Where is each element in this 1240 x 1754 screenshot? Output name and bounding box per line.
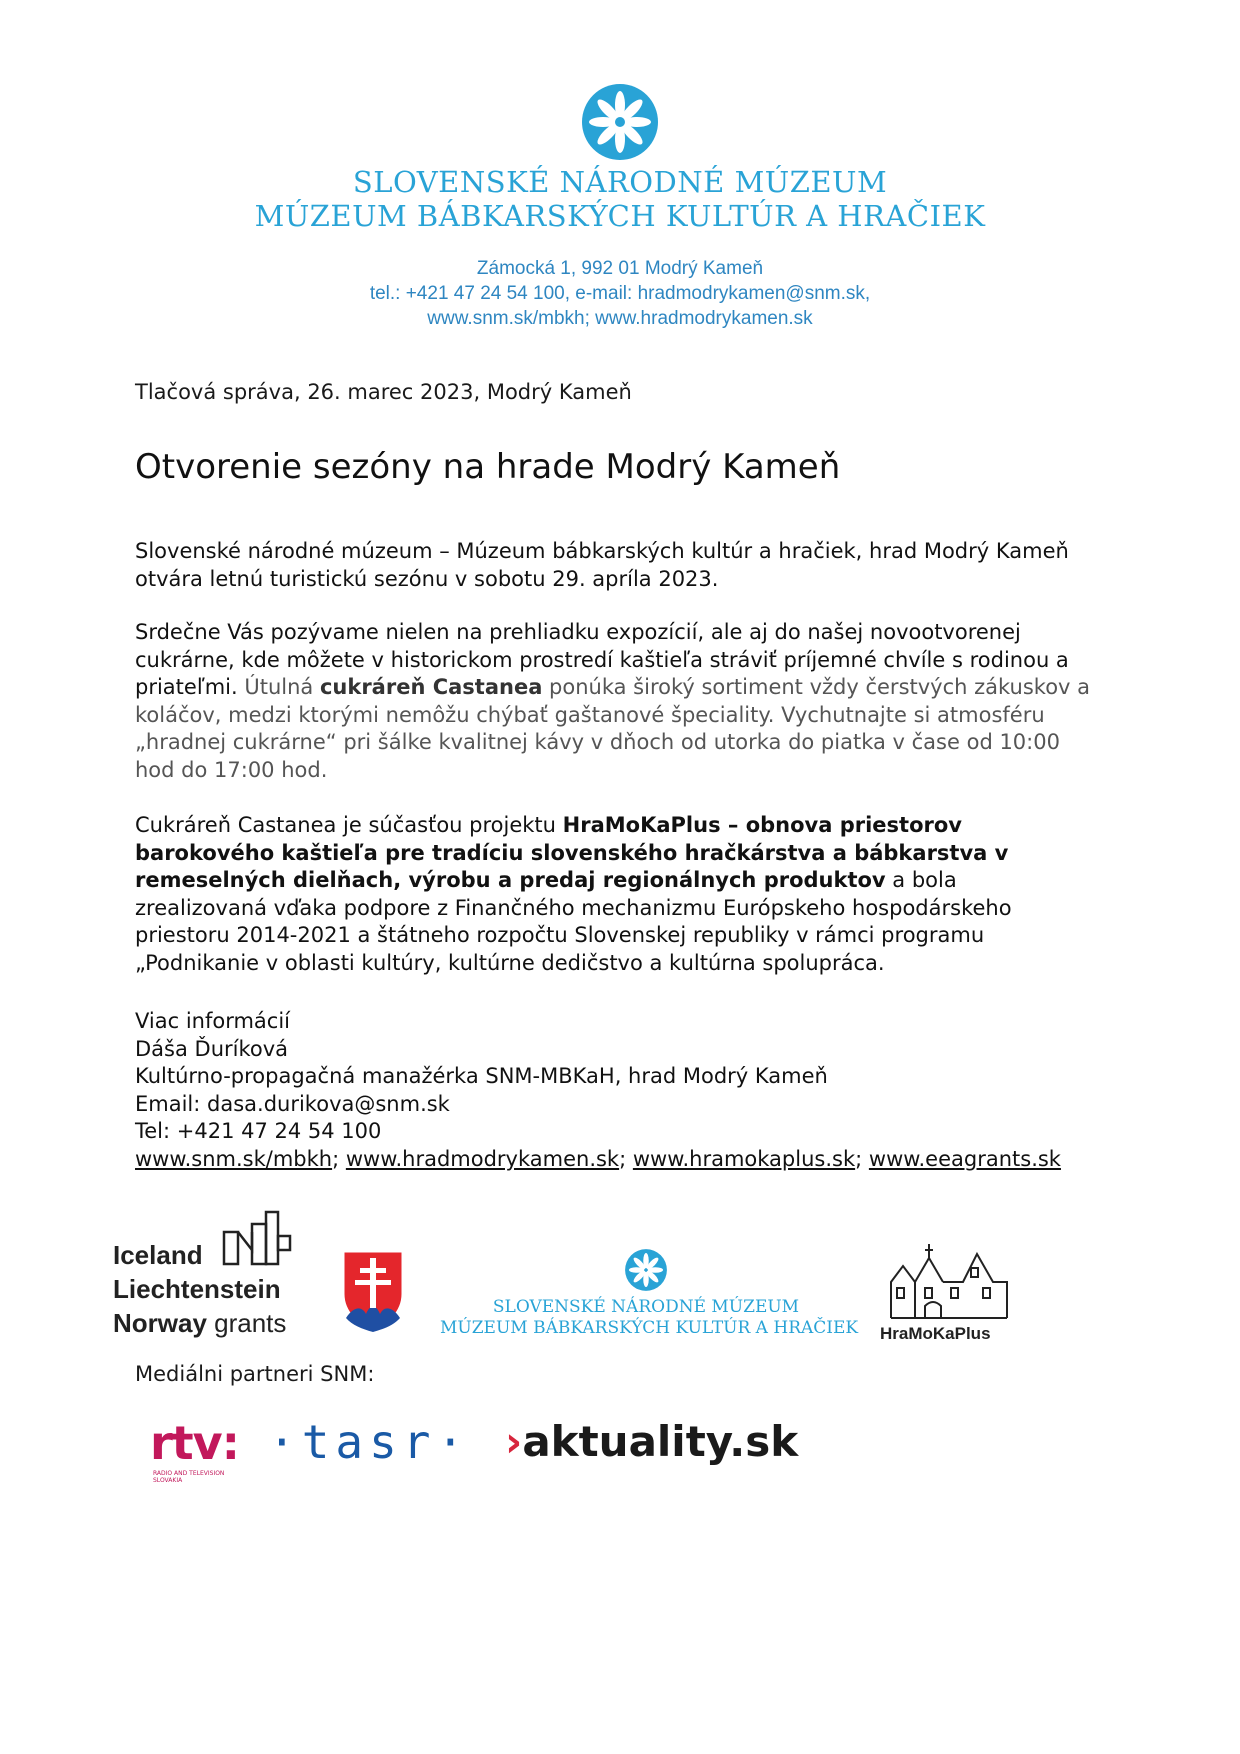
snm-logo-line2: MÚZEUM BÁBKARSKÝCH KULTÚR A HRAČIEK bbox=[440, 1318, 859, 1338]
aktuality-logo: ›aktuality.sk bbox=[505, 1417, 799, 1466]
eea-grants-building-icon bbox=[222, 1210, 294, 1266]
contact-links: www.snm.sk/mbkh; www.hradmodrykamen.sk; www.hramokaplus.sk; www.eeagrants.sk bbox=[135, 1146, 1061, 1171]
paragraph-invitation-text-c: ponúka široký sortiment vždy čerstvých zákuskov a koláčov, medzi ktorými nemôžu chýbať gaštanové špeciality. Vychutnajte si atmosféru „hradnej cukrárne“ pri šálke kvalitnej kávy v dňoch od utorka do piatka v čase od 10:00 hod do 17:00 hod. bbox=[135, 675, 1091, 782]
castanea-bold: cukráreň Castanea bbox=[319, 675, 543, 699]
project-name-bold: HraMoKaPlus – obnova priestorov barokového kaštieľa pre tradíciu slovenského hračkárstva a bábkarstva v remeselných dielňach, výrobu a predaj regionálnych produktov bbox=[135, 813, 1009, 892]
link-hramokaplus[interactable]: www.hramokaplus.sk bbox=[632, 1146, 856, 1171]
org-phone-email: tel.: +421 47 24 54 100, e-mail: hradmodrykamen@snm.sk, bbox=[369, 283, 871, 304]
contact-role: Kultúrno-propagačná manažérka SNM-MBKaH, hrad Modrý Kameň bbox=[135, 1064, 828, 1088]
contact-heading: Viac informácií bbox=[135, 1009, 291, 1033]
hramokaplus-logo-text: HraMoKaPlus bbox=[880, 1324, 991, 1343]
rtv-logo: rtv: bbox=[150, 1416, 240, 1470]
eea-line-norway: Norway grants bbox=[113, 1308, 287, 1338]
contact-email: Email: dasa.durikova@snm.sk bbox=[135, 1091, 450, 1116]
link-eeagrants[interactable]: www.eeagrants.sk bbox=[868, 1146, 1061, 1171]
paragraph-project-text-a: Cukráreň Castanea je súčasťou projektu bbox=[135, 813, 563, 837]
paragraph-intro bbox=[135, 538, 1095, 593]
press-title: Otvorenie sezóny na hrade Modrý Kameň bbox=[135, 447, 841, 487]
contact-name: Dáša Ďuríková bbox=[135, 1036, 289, 1061]
rtv-logo-subtitle: RADIO AND TELEVISION SLOVAKIA bbox=[153, 1470, 225, 1484]
media-partners-label: Mediálni partneri SNM: bbox=[135, 1362, 375, 1386]
paragraph-project bbox=[135, 812, 1095, 977]
org-websites: www.snm.sk/mbkh; www.hradmodrykamen.sk bbox=[427, 308, 813, 329]
org-name-line2: MÚZEUM BÁBKARSKÝCH KULTÚR A HRAČIEK bbox=[254, 199, 986, 233]
paragraph-invitation-text-a: Srdečne Vás pozývame nielen na prehliadku expozícií, ale aj do našej novootvorenej cukrárne, kde môžete v historickom prostredí kaštieľa stráviť príjemné chvíle s rodinou a priateľmi. bbox=[135, 620, 1069, 699]
snm-logo-line1: SLOVENSKÉ NÁRODNÉ MÚZEUM bbox=[492, 1297, 800, 1317]
eea-line-liechtenstein: Liechtenstein bbox=[113, 1274, 281, 1304]
paragraph-invitation-text-b: Útulná bbox=[237, 675, 320, 699]
eea-line-iceland: Iceland bbox=[113, 1240, 203, 1270]
tasr-logo: ·tasr· bbox=[268, 1415, 471, 1469]
aktuality-chevron-icon: › bbox=[505, 1417, 523, 1466]
paragraph-invitation bbox=[135, 619, 1095, 784]
castle-sketch-icon bbox=[885, 1236, 1015, 1320]
link-hradmodrykamen[interactable]: www.hradmodrykamen.sk bbox=[345, 1146, 620, 1171]
snm-flower-emblem-small-icon bbox=[624, 1248, 668, 1292]
link-snm-mbkh[interactable]: www.snm.sk/mbkh bbox=[135, 1146, 333, 1171]
paragraph-project-text-c: a bola zrealizovaná vďaka podpore z Finančného mechanizmu Európskeho hospodárskeho priestoru 2014-2021 a štátneho rozpočtu Slovenskej republiky v rámci programu „Podnikanie v oblasti kultúry, kultúrne dedičstvo a kultúrna spolupráca. bbox=[135, 868, 1012, 975]
contact-block bbox=[135, 1008, 1095, 1173]
paragraph-intro-text: Slovenské národné múzeum – Múzeum bábkarských kultúr a hračiek, hrad Modrý Kameň otvára letnú turistickú sezónu v sobotu 29. apríla 2023. bbox=[135, 539, 1069, 591]
org-address: Zámocká 1, 992 01 Modrý Kameň bbox=[476, 258, 764, 279]
org-name-line1: SLOVENSKÉ NÁRODNÉ MÚZEUM bbox=[352, 165, 888, 199]
press-dateline: Tlačová správa, 26. marec 2023, Modrý Kameň bbox=[135, 380, 632, 404]
slovak-coat-of-arms-icon bbox=[340, 1248, 406, 1334]
snm-flower-emblem-icon bbox=[580, 82, 660, 162]
contact-tel: Tel: +421 47 24 54 100 bbox=[135, 1119, 382, 1143]
